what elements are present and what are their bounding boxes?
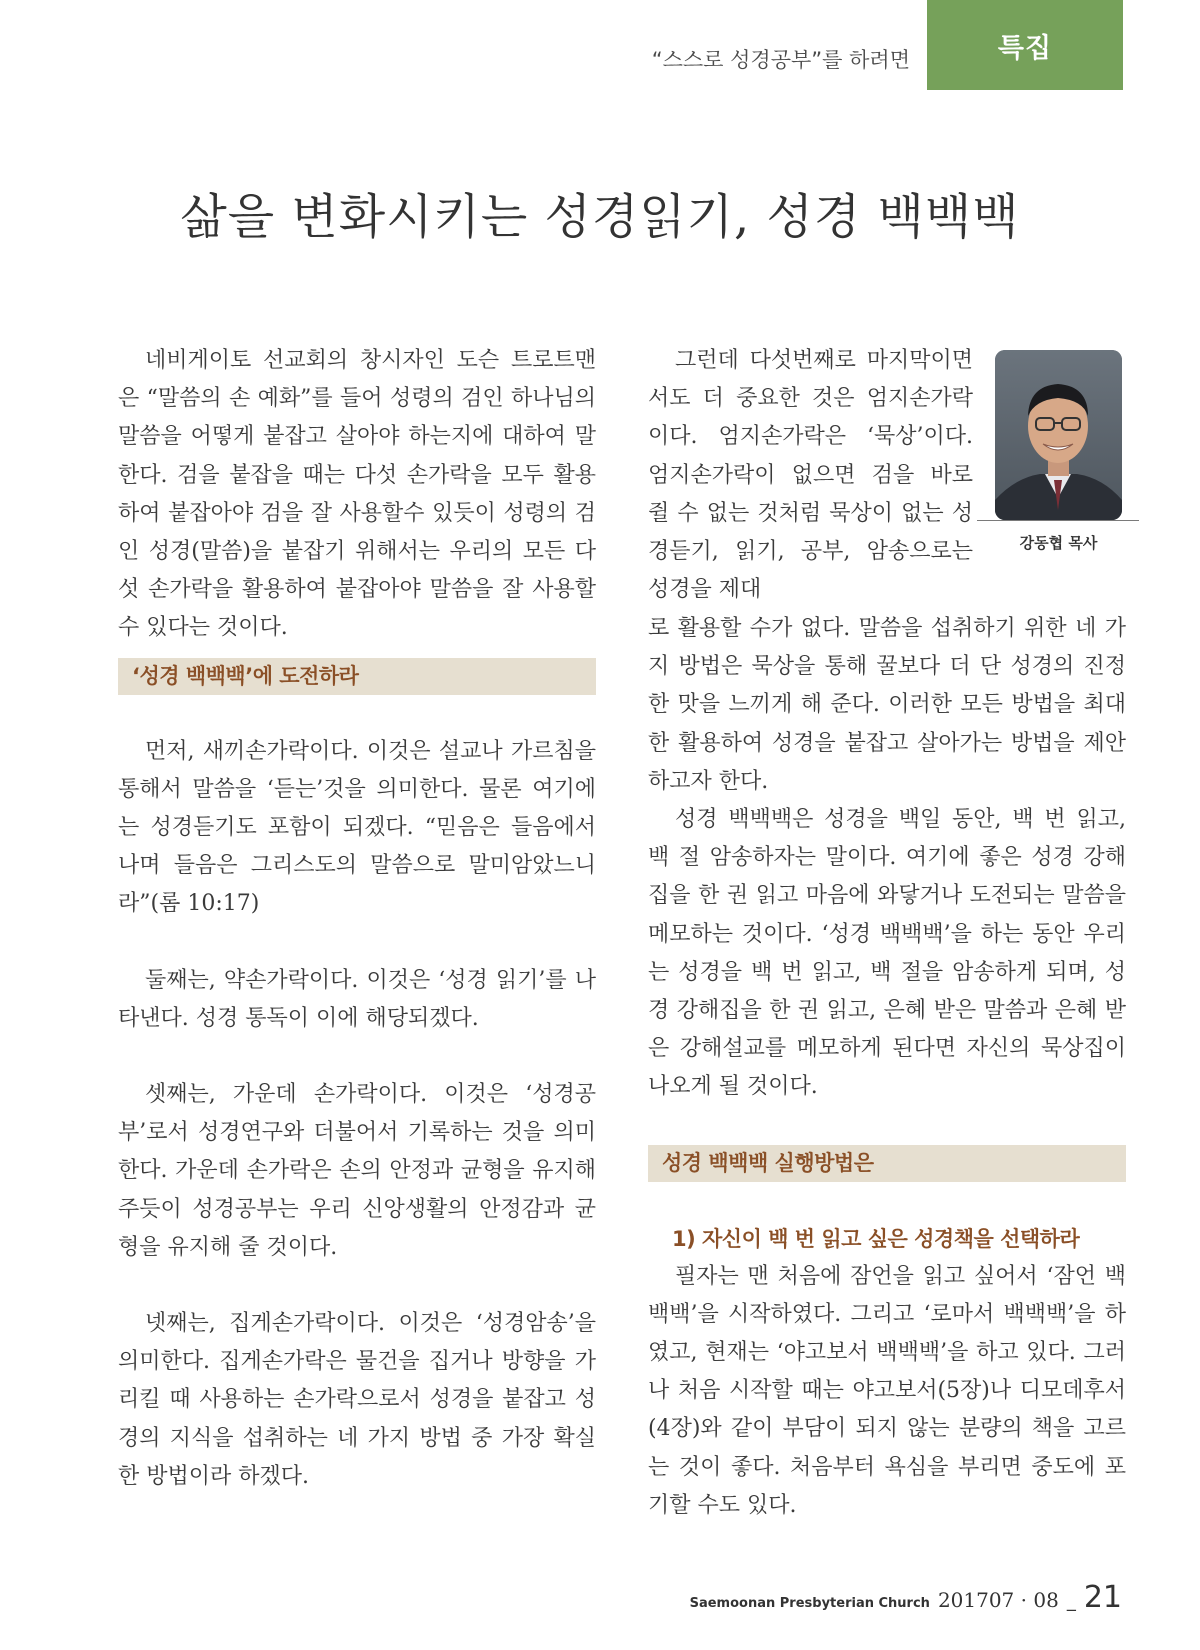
author-photo [995, 350, 1122, 520]
right-column-top [648, 342, 973, 609]
section-tab [927, 0, 1123, 90]
left-column [118, 342, 596, 1496]
subheading-choose-book: 1) 자신이 백 번 읽고 싶은 성경책을 선택하라 [672, 1226, 1080, 1251]
footer-church-name: Saemoonan Presbyterian Church [689, 1596, 930, 1611]
footer-separator: _ [1066, 1591, 1076, 1612]
paragraph-baekbaekbaek: 성경 백백백은 성경을 백일 동안, 백 번 읽고, 백 절 암송하자는 말이다. 여기에 좋은 성경 강해집을 한 권 읽고 마음에 와닿거나 도전되는 말씀을 메모하는 것이다. ‘성경 백백백’을 하는 동안 우리는 성경을 백 번 읽고, 백 절을 암송하게 되며, 성경 강해집을 한 권 읽고, 은혜 받은 말씀과 은혜 받은 강해설교를 메모하게 된다면 자신의 묵상집이 나오게 될 것이다. [648, 807, 1126, 1100]
section-heading-method: 성경 백백백 실행방법은 [648, 1145, 1126, 1182]
photo-divider [977, 520, 1139, 521]
paragraph-choose-book: 필자는 맨 처음에 잠언을 읽고 싶어서 ‘잠언 백백백’을 시작하였다. 그리고 ‘로마서 백백백’을 하였고, 현재는 ‘야고보서 백백백’을 하고 있다. 그러나 처음 시작할 때는 야고보서(5장)나 디모데후서(4장)와 같이 부담이 되지 않는 분량의 책을 고르는 것이 좋다. 처음부터 욕심을 부리면 중도에 포기할 수도 있다. [648, 1263, 1126, 1518]
footer-issue-date: 201707 · 08 [937, 1588, 1059, 1612]
header-subtitle: “스스로 성경공부”를 하려면 [651, 48, 910, 72]
paragraph-index: 넷째는, 집게손가락이다. 이것은 ‘성경암송’을 의미한다. 집게손가락은 물건을 집거나 방향을 가리킬 때 사용하는 손가락으로서 성경을 붙잡고 성경의 지식을 섭취하는 네 가지 방법 중 가장 확실한 방법이라 하겠다. [118, 1311, 596, 1489]
section-tab-label: 특집 [997, 32, 1053, 64]
author-portrait-image [995, 350, 1122, 520]
paragraph-pinky: 먼저, 새끼손가락이다. 이것은 설교나 가르침을 통해서 말씀을 ‘듣는’것을 의미한다. 물론 여기에는 성경듣기도 포함이 되겠다. “믿음은 들음에서 나며 들음은 그리스도의 말씀으로 말미암았느니라”(롬 10:17) [118, 738, 596, 917]
paragraph-ring: 둘째는, 약손가락이다. 이것은 ‘성경 읽기’를 나타낸다. 성경 통독이 이에 해당되겠다. [118, 967, 596, 1031]
page-title: 삶을 변화시키는 성경읽기, 성경 백백백 [180, 189, 1020, 245]
right-column [648, 610, 1126, 1525]
page-number: 21 [1083, 1580, 1122, 1615]
paragraph-thumb-continued: 로 활용할 수가 없다. 말씀을 섭취하기 위한 네 가지 방법은 묵상을 통해 꿀보다 더 단 성경의 진정한 맛을 느끼게 해 준다. 이러한 모든 방법을 최대한 활용하여 성경을 붙잡고 살아가는 방법을 제안하고자 한다. [648, 616, 1126, 794]
page-footer [690, 1580, 1122, 1615]
section-heading-challenge: ‘성경 백백백’에 도전하라 [118, 658, 596, 695]
photo-caption: 강동협 목사 [1019, 534, 1098, 552]
paragraph-thumb-start: 그런데 다섯번째로 마지막이면서도 더 중요한 것은 엄지손가락이다. 엄지손가락은 ‘묵상’이다. 엄지손가락이 없으면 검을 바로 쥘 수 없는 것처럼 묵상이 없는 성경듣기, 읽기, 공부, 암송으로는 성경을 제대 [648, 348, 973, 603]
paragraph-middle: 셋째는, 가운데 손가락이다. 이것은 ‘성경공부’로서 성경연구와 더불어서 기록하는 것을 의미한다. 가운데 손가락은 손의 안정과 균형을 유지해 주듯이 성경공부는 우리 신앙생활의 안정감과 균형을 유지해 줄 것이다. [118, 1082, 596, 1260]
intro-paragraph: 네비게이토 선교회의 창시자인 도슨 트로트맨은 “말씀의 손 예화”를 들어 성령의 검인 하나님의 말씀을 어떻게 붙잡고 살아야 하는지에 대하여 말한다. 검을 붙잡을 때는 다섯 손가락을 모두 활용하여 붙잡아야 검을 잘 사용할수 있듯이 성령의 검인 성경(말씀)을 붙잡기 위해서는 우리의 모든 다섯 손가락을 활용하여 붙잡아야 말씀을 잘 사용할 수 있다는 것이다. [118, 348, 596, 641]
